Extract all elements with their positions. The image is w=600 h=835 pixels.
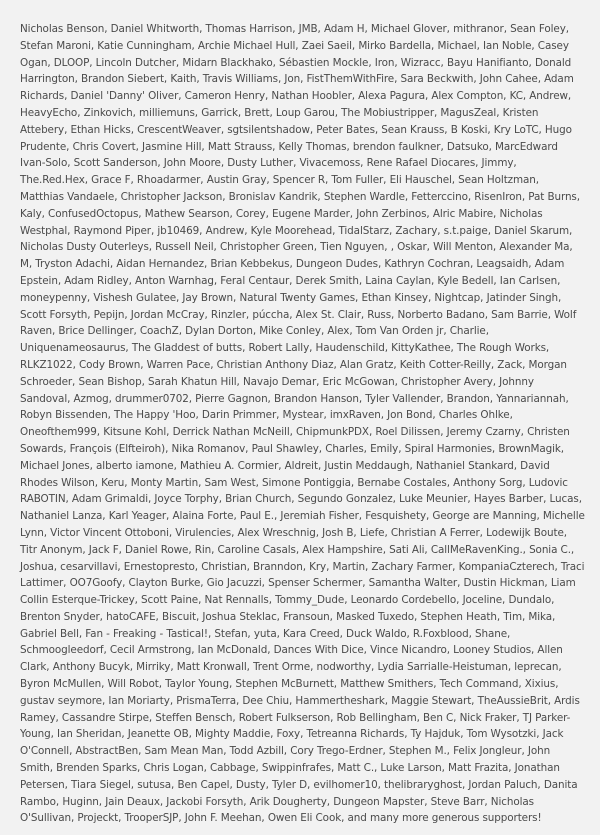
supporters-list-text: Nicholas Benson, Daniel Whitworth, Thomas Harrison, JMB, Adam H, Michael Glover, mithranor, Sean Foley, Stefan Maroni, Katie Cunningham, Archie Michael Hull, Zaei Saeil, Mirko Bardella, Michael, Ian Noble, Casey Ogan, DLOOP, Lincoln Dutcher, Midarn Blackhako, Sébastien Mockle, Iron, Wizracc, Bayu Hanifianto, Donald Harrington, Brandon Siebert, Kaith, Travis Williams, Jon, FistThemWithFire, Sara Beckwith, John Cahee, Adam Richards, Daniel 'Danny' Oliver, Cameron Henry, Nathan Hoobler, Alexa Pagura, Alex Compton, KC, Andrew, HeavyEcho, Zinkovich, milliemuns, Garrick, Brett, Loup Garou, The Mobiustripper, MagusZeal, Kristen Attebery, Ethan Hicks, CrescentWeaver, sgtsilentshadow, Peter Bates, Sean Krauss, B Koski, Kry LoTC, Hugo Prudente, Chris Covert, Jasmine Hill, Matt Strauss, Kelly Thomas, brendon faulkner, Datsuko, MarcEdward Ivan-Solo, Scott Sanderson, John Moore, Dusty Luther, Vivacemoss, Rene Rafael Diocares, Jimmy, The.Red.Hex, Grace F, Rhoadarmer, Austin Gray, Spencer R, Tom Fuller, Eli Hauschel, Sean Holtzman, Matthias Vandaele, Christopher Jackson, Bronislav Kandrik, Stephen Wardle, Fetterccino, RisenIron, Pat Burns, Kaly, ConfusedOctopus, Mathew Searson, Corey, Eugene Marder, John Zerbinos, Alric Mabire, Nicholas Westphal, Raymond Piper, jb10469, Andrew, Kyle Moorehead, TidalStarz, Zachary, s.t.paige, Daniel Skarum, Nicholas Dusty Outerleys, Russell Neil, Christopher Green, Tien Nguyen, , Oskar, Will Menton, Alexander Ma, M, Tryston Adachi, Aidan Hernandez, Brian Kebbekus, Dungeon Dudes, Kathryn Cochran, Leagsaidh, Adam Epstein, Adam Ridley, Anton Warnhag, Feral Centaur, Derek Smith, Laina Caylan, Kyle Bedell, Ian Carlsen, moneypenny, Vishesh Gulatee, Jay Brown, Natural Twenty Games, Ethan Kinsey, Nightcap, Jatinder Singh, Scott Forsyth, Pepijn, Jordan McCray, Rinzler, púccha, Alex St. Clair, Russ, Norberto Badano, Sam Barrie, Wolf Raven, Brice Dellinger, CoachZ, Dylan Dorton, Mike Conley, Alex, Tom Van Orden jr, Charlie, Uniquenameosaurus, The Gladdest of butts, Robert Lally, Haudenschild, KittyKathee, The Rough Works, RLKZ1022, Cody Brown, Warren Pace, Christian Anthony Diaz, Alan Gratz, Keith Cotter-Reilly, Zack, Morgan Schroeder, Sean Bishop, Sarah Khatun Hill, Navajo Demar, Eric McGowan, Christopher Avery, Johnny Sandoval, Azmog, drummer0702, Pierre Gagnon, Brandon Hanson, Tyler Vallender, Brandon, Yannariannah, Robyn Bissenden, The Happy 'Hoo, Darin Primmer, Mystear, imxRaven, Jon Bond, Charles Ohlke, Oneofthem999, Kitsune Kohl, Derrick Nathan McNeill, ChipmunkPDX, Roel Dilissen, Jeremy Czarny, Christen Sowards, François (Elfteiroh), Nika Romanov, Paul Shawley, Charles, Emily, Spiral Harmonies, BrownMagik, Michael Jones, alberto iamone, Mathieu A. Cormier, Aldreit, Justin Meddaugh, Nathaniel Stankard, David Rhodes Wilson, Keru, Monty Martin, Sam West, Simone Pontiggia, Bernabe Costales, Anthony Sorg, Ludovic RABOTIN, Adam Grimaldi, Joyce Torphy, Brian Church, Segundo Gonzalez, Luke Meunier, Hayes Barber, Lucas, Nathaniel Lanza, Karl Yeager, Alaina Forte, Paul E., Jeremiah Fisher, Fesquishety, George are Manning, Michelle Lynn, Victor Vincent Ottoboni, Virulencies, Alex Wreschnig, Josh B, Liefe, Christian A Ferrer, Lodewijk Boute, Titr Anonym, Jack F, Daniel Rowe, Rin, Caroline Casals, Alex Hampshire, Sati Ali, CallMeRavenKing., Sonia C., Joshua, cesarvillavi, Ernestopresto, Christian, Branndon, Kry, Martin, Zachary Farmer, KompaniaCzterech, Traci Lattimer, OO7Goofy, Clayton Burke, Gio Jacuzzi, Spenser Schermer, Samantha Walter, Dustin Hickman, Liam Collin Esterque-Trickey, Scott Paine, Nat Rennalls, Tommy_Dude, Leonardo Cordebello, Joceline, Dundalo, Brenton Snyder, hatoCAFE, Biscuit, Joshua Steklac, Fransoun, Masked Tuxedo, Stephen Heath, Tim, Mika, Gabriel Bell, Fan - Freaking - Tastical!, Stefan, yuta, Kara Creed, Duck Waldo, R.Foxblood, Shane, Schmoogleedorf, Cecil Armstrong, Ian McDonald, Dances With Dice, Vince Nicandro, Looney Studios, Allen Clark, Anthony Bucyk, Mirriky, Matt Kronwall, Trent Orme, nodworthy, Lydia Sarrialle-Heistuman, leprecan, Byron McMullen, Will Robot, Taylor Young, Stephen McBurnett, Matthew Smithers, Tech Command, Xixius, gustav seymore, Ian Moriarty, PrismaTerra, Dee Chiu, Hammertheshark, Maggie Stewart, TheAussieBrit, Ardis Ramey, Cassandre Stirpe, Steffen Bensch, Robert Fulkserson, Rob Bellingham, Ben C, Nick Fraker, TJ Parker-Young, Ian Sheridan, Jeanette OB, Mighty Maddie, Foxy, Tetreanna Richards, Ty Hajduk, Tom Wysotzki, Jack O'Connell, AbstractBen, Sam Mean Man, Todd Azbill, Cory Trego-Erdner, Stephen M., Felix Jongleur, John Smith, Brenden Sparks, Chris Logan, Cabbage, Swippinfrafes, Matt C., Luke Larson, Matt Frazita, Jonathan Petersen, Tiara Siegel, sutusa, Ben Capel, Dusty, Tyler D, evilhomer10, thelibraryghost, Jordan Paluch, Danita Rambo, Huginn, Jain Deaux, Jackobi Forsyth, Arik Dougherty, Dungeon Mapster, Steve Barr, Nicholas O'Sullivan, Projeckt, TrooperSJP, John F. Meehan, Owen Eli Cook, and many more generous supporters! <box>20 23 585 825</box>
